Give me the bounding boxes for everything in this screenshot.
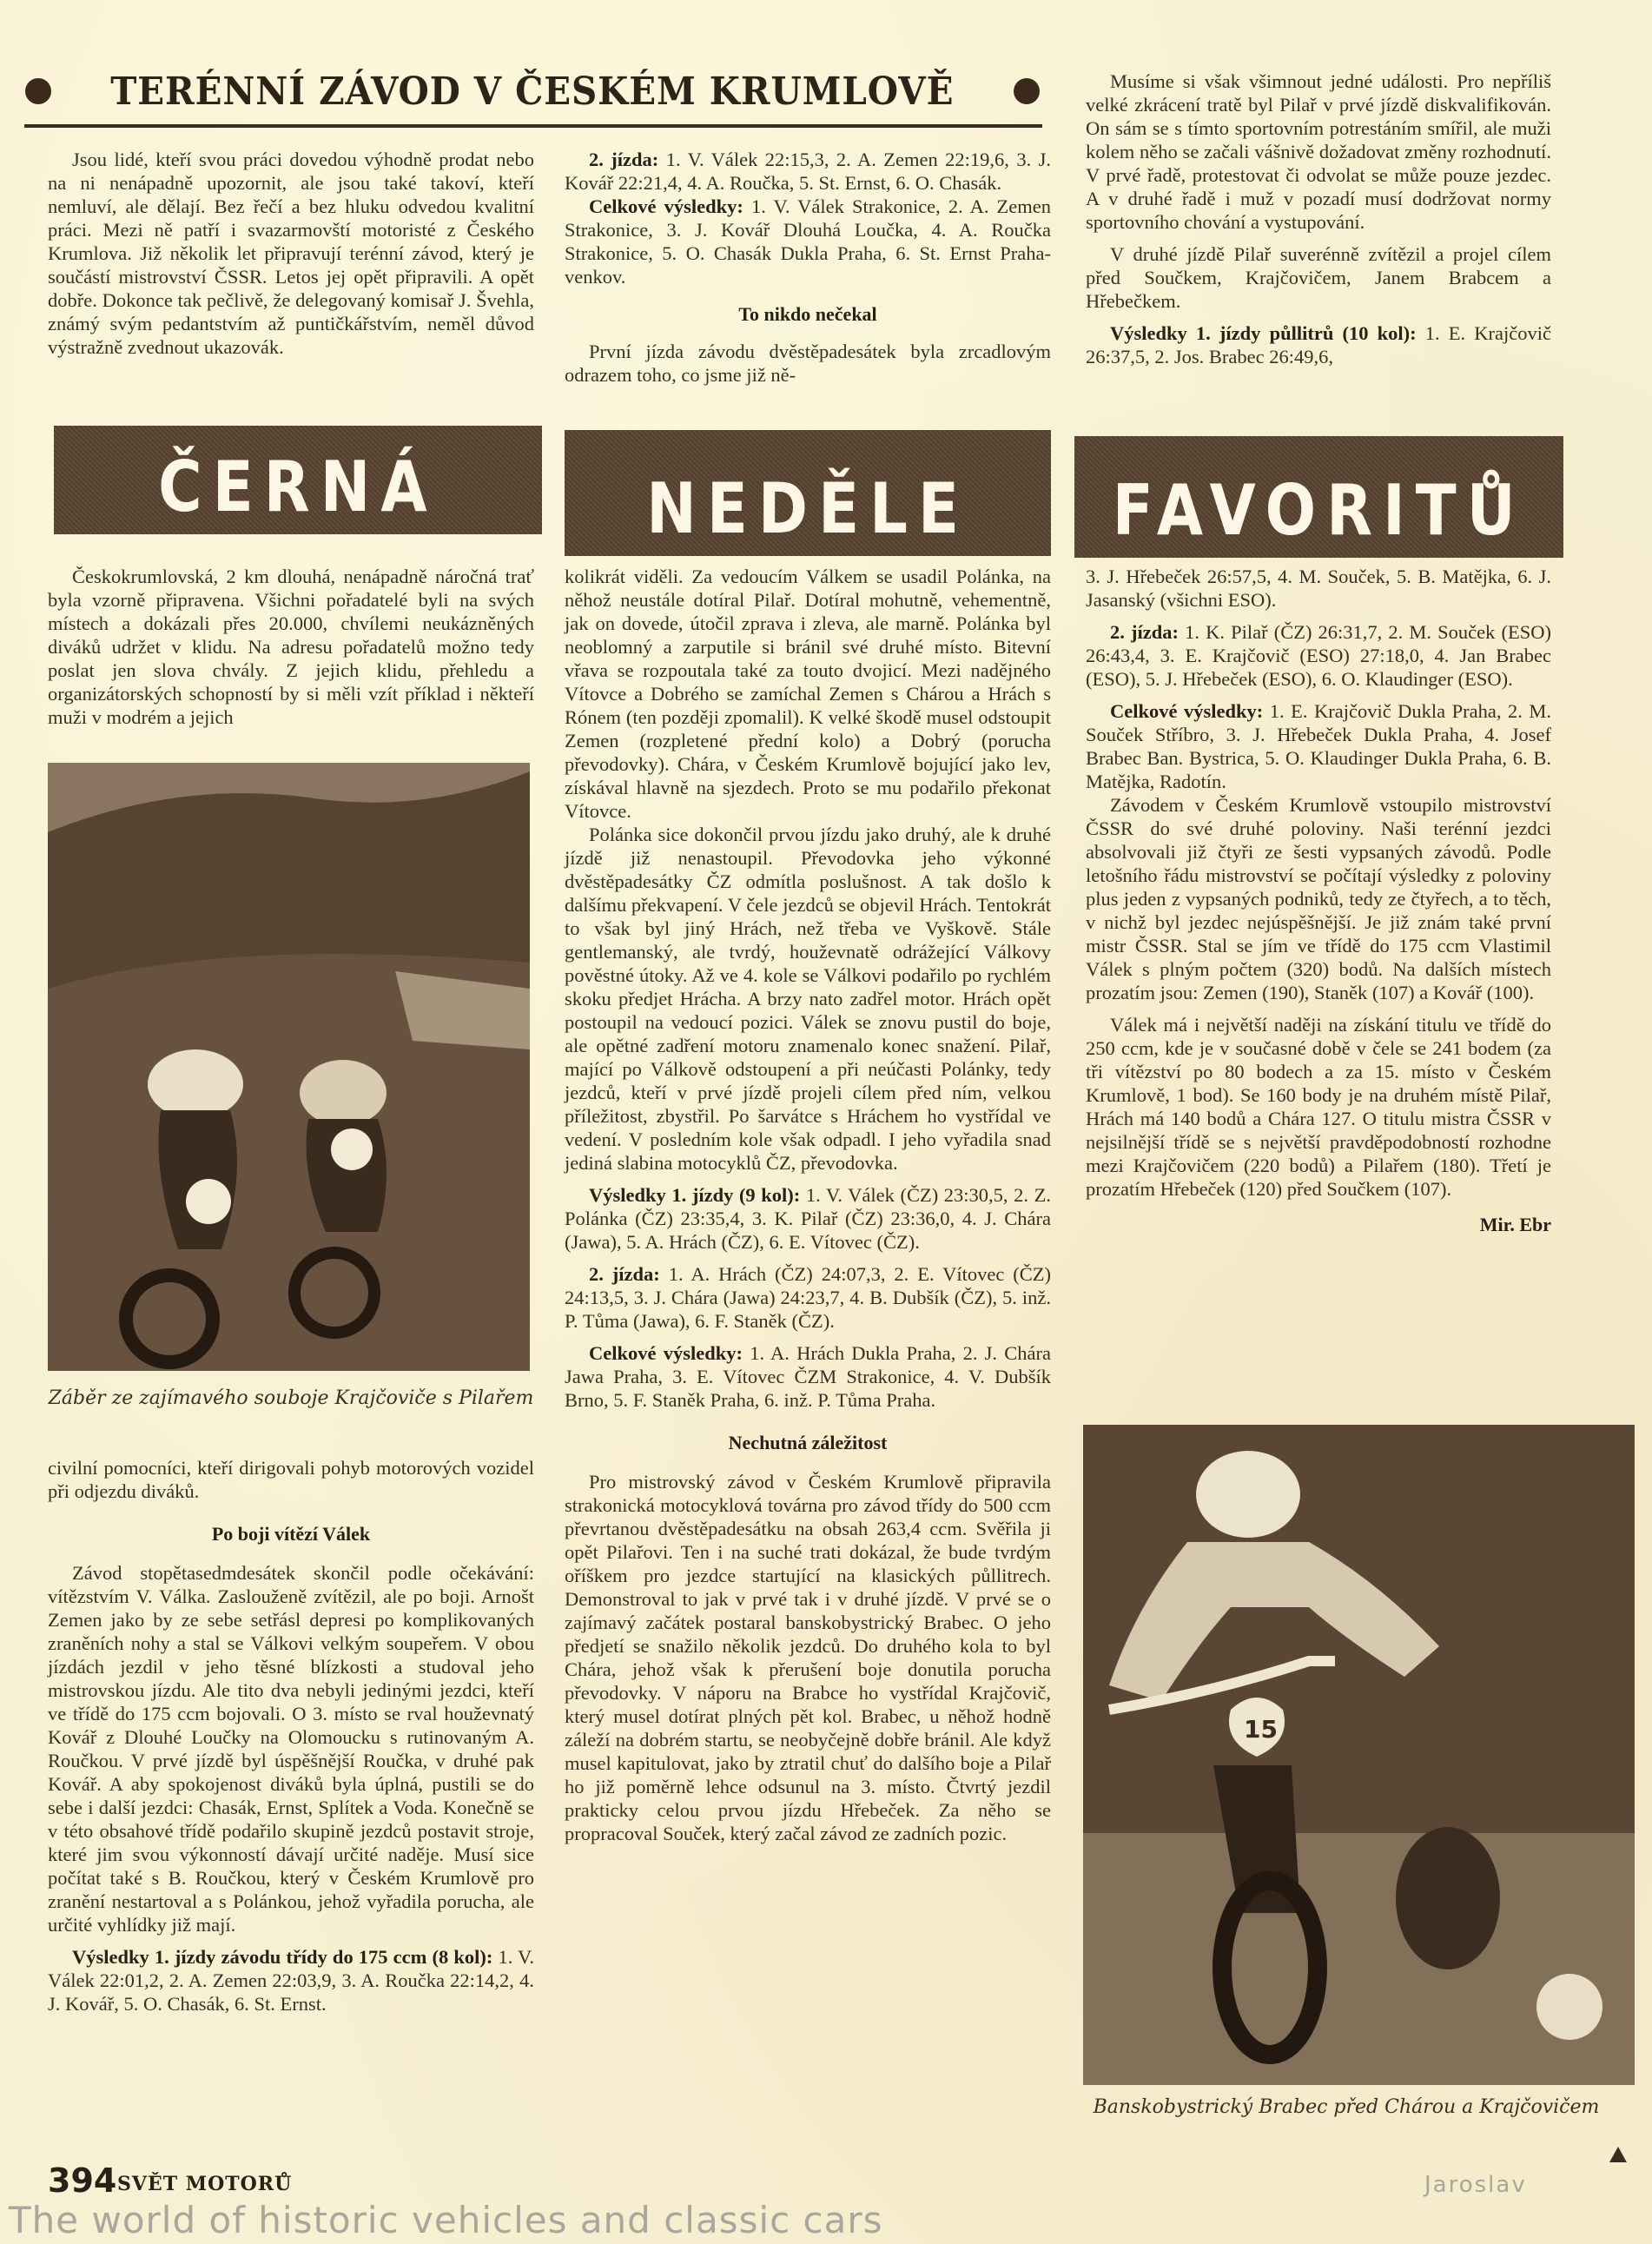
results-paragraph <box>1086 321 1551 368</box>
results-text: 1. V. Válek 22:15,3, 2. A. Zemen 22:19,6, 3. J. Kovář 22:21,4, 4. A. Roučka, 5. St. Ernst, 6. O. Chasák. <box>565 149 1051 194</box>
race-number: 15 <box>1244 1715 1278 1744</box>
col3-lower <box>1086 565 1551 1236</box>
results-label: Výsledky 1. jízdy půllitrů (10 kol): <box>1110 322 1417 344</box>
paragraph: civilní pomocníci, kteří dirigovali pohyb motorových vozidel při odjezdu diváků. <box>48 1457 534 1502</box>
magazine-name: SVĚT MOTORŮ <box>117 2173 293 2195</box>
results-label: 2. jízda: <box>589 149 659 170</box>
results-label: Celkové výsledky: <box>1110 700 1264 722</box>
subheading: Nechutná záležitost <box>728 1432 888 1453</box>
paragraph: Českokrumlovská, 2 km dlouhá, nenápadně náročná trať byla vzorně připravena. Všichni pořadatelé byli na svých místech a dokázali přes 20.000, chvílemi neukázněných diváků udržet v klidu. Na adresu pořadatelů možno tedy poslat jen slova chvály. Z jejich klidu, přehledu a organizátorských schopností by si měli vzít příklad i někteří muži v modrém a jejich <box>48 566 534 728</box>
paragraph: Válek má i největší naději na získání titulu ve třídě do 250 ccm, kde je v současné době v čele se 241 bodem (za tři vítězství po 80 bodech a za 15. místo v Českém Krumlově, 1 bod). Se 160 body je na druhém místě Pilař, Hrách má 140 bodů a Chára 127. O titulu mistra ČSSR v nejsilnější třídě se s největší pravděpodobností rozhodne mezi Krajčovičem (220 bodů) a Pilařem (180). Třetí je prozatím Hřebeček (120) před Součkem (107). <box>1086 1014 1551 1200</box>
results-label: 2. jízda: <box>1110 621 1179 643</box>
bullet-dot-icon <box>25 78 51 104</box>
results-text: 1. A. Hrách (ČZ) 24:07,3, 2. E. Vítovec (ČZ) 24:13,5, 3. J. Chára (Jawa) 24:23,7, 4. B. Dubšík (ČZ), 5. inž. P. Tůma (Jawa), 6. F. Staněk (ČZ). <box>565 1263 1051 1332</box>
banner-cerna <box>54 426 542 534</box>
col2-top <box>565 148 1051 387</box>
results-text: 3. J. Hřebeček 26:57,5, 4. M. Souček, 5. B. Matějka, 6. J. Jasanský (všichni ESO). <box>1086 566 1551 611</box>
author-byline: Mir. Ebr <box>1479 1214 1551 1235</box>
results-paragraph <box>1086 699 1551 793</box>
col2-lower <box>565 565 1051 1845</box>
paragraph: Závod stopětasedmdesátek skončil podle očekávání: vítězstvím V. Válka. Zaslouženě zvítězil, ale po boji. Arnošt Zemen jako by ze sebe setřásl depresi po komplikovaných zraněních nohy a stal se Válkovi velkým soupeřem. V obou jízdách jezdil v jeho těsné blízkosti a studoval jeho mistrovskou jízdu. Ale tito dva nebyli jedinými jezdci, kteří ve třídě do 175 ccm bojovali. O 3. místo se rval houževnatý Kovář z Dlouhé Loučky na Olomoucku s rutinovaným A. Roučkou. V prvé jízdě byl úspěšnější Roučka, v druhé pak Kovář. A aby spokojenost diváků byla úplná, pustili se do sebe i další jezdci: Chasák, Ernst, Splítek a Voda. Konečně se v této obsahové třídě podařilo skupině jezdců postavit stroje, které jim svou výkonností dávají určité naděje. Musí sice počítat také s B. Roučkou, který v Českém Krumlově pro zranění nestartoval a s Polánkou, jehož vyřadila porucha, ale určité vyhlídky již mají. <box>48 1562 534 1936</box>
results-text: 1. E. Krajčovič Dukla Praha, 2. M. Souček Stříbro, 3. J. Hřebeček Dukla Praha, 4. Josef Brabec Ban. Bystrica, 5. O. Klaudinger Dukla Praha, 6. B. Matějka, Radotín. <box>1086 700 1552 792</box>
col1-intro <box>48 148 534 359</box>
paragraph: Jsou lidé, kteří svou práci dovedou výhodně prodat nebo na ni nenápadně upozornit, ale jsou také takoví, kteří nemluví, ale dělají. Bez řečí a bez hluku odvedou kvalitní práci. Mezi ně patří i svazarmovští motoristé z Českého Krumlova. Již několik let připravují terénní závod, který je součástí mistrovství ČSSR. Letos jej opět připravili. A opět dobře. Dokonce tak pečlivě, že delegovaný komisař J. Švehla, známý svým pedantstvím až puntičkářstvím, neměl důvod výstražně zvednout ukazovák. <box>48 149 534 358</box>
col1-lower <box>48 1456 534 2016</box>
page-number: 394 <box>48 2161 117 2200</box>
publisher-mark-icon <box>1609 2146 1628 2163</box>
photo-caption: Záběr ze zajímavého souboje Krajčoviče s Pilařem <box>48 1387 534 1409</box>
results-paragraph <box>1086 620 1551 691</box>
bullet-dot-icon <box>1014 78 1040 104</box>
article-title-row <box>24 61 1041 122</box>
banner-word: FAVORITŮ <box>1112 470 1526 551</box>
paragraph: Musíme si však všimnout jedné události. Pro nepříliš velké zkrácení tratě byl Pilař v prvé jízdě diskvalifikován. On sám se s tímto sportovním potrestáním smířil, ale muži kolem něho se začali vášnivě dožadovat změny rozhodnutí. V prvé řadě, protestovat či odvolat se může pouze jezdec. A v druhé řadě i muž v pozadí musí dodržovat normy sportovního chování a vystupování. <box>1086 70 1551 233</box>
banner-favoritu <box>1074 436 1563 558</box>
subheading: To nikdo nečekal <box>738 303 877 325</box>
results-text: 1. V. Válek 22:01,2, 2. A. Zemen 22:03,9, 3. A. Roučka 22:14,2, 4. J. Kovář, 5. O. Chasák, 6. St. Ernst. <box>48 1946 534 2015</box>
col3-top <box>1086 70 1551 368</box>
banner-word: ČERNÁ <box>158 447 438 527</box>
results-text: 1. K. Pilař (ČZ) 26:31,7, 2. M. Souček (ESO) 26:43,4, 3. E. Krajčovič (ESO) 27:18,0, 4. Jan Brabec (ESO), 5. J. Hřebeček (ESO), 6. O. Klaudinger (ESO). <box>1086 621 1552 690</box>
results-label: Výsledky 1. jízdy závodu třídy do 175 ccm (8 kol): <box>72 1946 493 1968</box>
results-label: Celkové výsledky: <box>589 195 743 217</box>
results-paragraph <box>565 148 1051 195</box>
results-label: Celkové výsledky: <box>589 1342 743 1364</box>
results-paragraph <box>565 1341 1051 1412</box>
results-label: 2. jízda: <box>589 1263 660 1285</box>
article-title: TERÉNNÍ ZÁVOD V ČESKÉM KRUMLOVĚ <box>110 69 955 114</box>
photo-illustration <box>1083 1425 1635 2085</box>
photo-illustration <box>48 763 530 1371</box>
paragraph: V druhé jízdě Pilař suverénně zvítězil a projel cílem před Součkem, Krajčovičem, Janem Brabcem a Hřebečkem. <box>1086 243 1551 312</box>
paragraph: kolikrát viděli. Za vedoucím Válkem se usadil Polánka, na něhož neustále dotíral Pilař. Dotíral mohutně, vehementně, jak on dovede, útočil zprava i zleva, ale marně. Polánka byl neoblomný a zarputile si bránil své druhé místo. Bitevní vřava se rozpoutala také za touto dvojicí. Mezi nadějného Vítovce a Dobrého se zamíchal Zemen s Chárou a Hrách s Rónem (ten později zpomalil). K velké škodě musel odstoupit Zemen (rozpletené přední kolo) a Dobrý (porucha převodovky). Chára, v Českém Krumlově bojující jako lev, získával hlavně na sjezdech. Proto se mu podařilo překonat Vítovce. <box>565 566 1051 822</box>
results-text: 1. V. Válek (ČZ) 23:30,5, 2. Z. Polánka (ČZ) 23:35,4, 3. K. Pilař (ČZ) 23:36,0, 4. J. Chára (Jawa), 5. A. Hrách (ČZ), 6. E. Vítovec (ČZ). <box>565 1184 1052 1253</box>
paragraph: Závodem v Českém Krumlově vstoupilo mistrovství ČSSR do své druhé poloviny. Naši terénní jezdci absolvovali již čtyři ze šesti vypsaných závodů. Podle letošního řádu mistrovství se počítají výsledky z poloviny plus jeden z vypsaných podniků, tedy ze čtyřech, a to těch, v nichž byl jezdec nejúspěšnější. Je již znám také první mistr ČSSR. Stal se jím ve třídě do 175 ccm Vlastimil Válek s plným počtem (320) bodů. Na dalších místech prozatím jsou: Zemen (190), Staněk (107) a Kovář (100). <box>1086 794 1551 1003</box>
photo-brabec-jump <box>1083 1425 1635 2085</box>
photo-caption: Banskobystrický Brabec před Chárou a Krajčovičem <box>1093 2096 1600 2118</box>
paragraph: Pro mistrovský závod v Českém Krumlově připravila strakonická motocyklová továrna pro závod třídy do 500 ccm převrtanou dvěstěpadesátku na obsah 263,4 ccm. Svěřila ji opět Pilařovi. Ten i na suché trati dokázal, že bude tvrdým oříškem pro jezdce startující na klasických půllitrech. Demonstroval to jak v prvé tak i v druhé jízdě. V prvé se o zajímavý začátek postaral banskobystrický Brabec. O jeho předjetí se snažilo několik jezdců. Do druhého kola to byl Chára, jehož však k přerušení boje donutila porucha převodovky. V náporu na Brabce ho vystřídal Krajčovič, který musel dotírat plných pět kol. Brabec, u něhož hodně záleží na dobrém startu, se neobyčejně dobře bránil. Ale když musel kapitulovat, jako by ztratil chuť do dalšího boje a Pilař ho již poměrně lehce odsunul na 3. místo. Čtvrtý jezdil prakticky celou prvou jízdu Hřebeček. Za něho se propracoval Souček, který začal závod ze zadních pozic. <box>565 1471 1051 1844</box>
results-label: Výsledky 1. jízdy (9 kol): <box>589 1184 801 1206</box>
banner-nedele <box>565 430 1051 556</box>
col1-p2 <box>48 565 534 729</box>
paragraph: Polánka sice dokončil prvou jízdu jako druhý, ale k druhé jízdě již nenastoupil. Převodovka jeho výkonné dvěstěpadesátky ČZ odmítla poslušnost. A tak došlo k dalšímu překvapení. V čele jezdců se objevil Hrách. Tentokrát to však byl jiný Hrách, než třeba ve Vyškově. Stále gentlemanský, ale tvrdý, houževnatě odrážející Válkovy pověstné útoky. Až ve 4. kole se Válkovi podařilo po rychlém skoku předjet Hrácha. A brzy nato zadřel motor. Hrách opět postoupil na vedoucí pozici. Válek se znovu pustil do boje, ale opětné zadření motoru znamenalo konec snažení. Pilař, mající po Válkově odstoupení a při neúčasti Polánky, tedy jezdců, kteří v prvé jízdě projeli cílem před ním, velkou příležitost, zbystřil. Po šarvátce s Hráchem ho vystřídal ve vedení. V posledním kole však odpadl. I jeho vyřadila snad jediná slabina motocyklů ČZ, převodovka. <box>565 824 1051 1174</box>
photo-motocross-duel <box>48 763 530 1371</box>
watermark-logo: Jaroslav <box>1424 2172 1527 2198</box>
results-text: 1. V. Válek Strakonice, 2. A. Zemen Strakonice, 3. J. Kovář Dlouhá Loučka, 4. A. Roučka Strakonice, 5. O. Chasák Dukla Praha, 6. St. Ernst Praha-venkov. <box>565 195 1052 288</box>
banner-word: NEDĚLE <box>646 468 969 549</box>
paragraph: První jízda závodu dvěstěpadesátek byla zrcadlovým odrazem toho, co jsme již ně- <box>565 341 1051 386</box>
results-paragraph <box>48 1945 534 2016</box>
results-paragraph <box>565 1183 1051 1254</box>
subheading: Po boji vítězí Válek <box>211 1523 371 1545</box>
results-text: 1. A. Hrách Dukla Praha, 2. J. Chára Jawa Praha, 3. E. Vítovec ČZM Strakonice, 4. V. Dubšík Brno, 5. F. Staněk Praha, 6. inž. P. Tůma Praha. <box>565 1342 1051 1411</box>
results-paragraph <box>565 1262 1051 1333</box>
results-paragraph <box>565 195 1051 288</box>
results-text: 1. E. Krajčovič 26:37,5, 2. Jos. Brabec 26:49,6, <box>1086 322 1552 367</box>
watermark-text: The world of historic vehicles and classic cars <box>9 2199 883 2241</box>
title-rule <box>24 124 1042 128</box>
